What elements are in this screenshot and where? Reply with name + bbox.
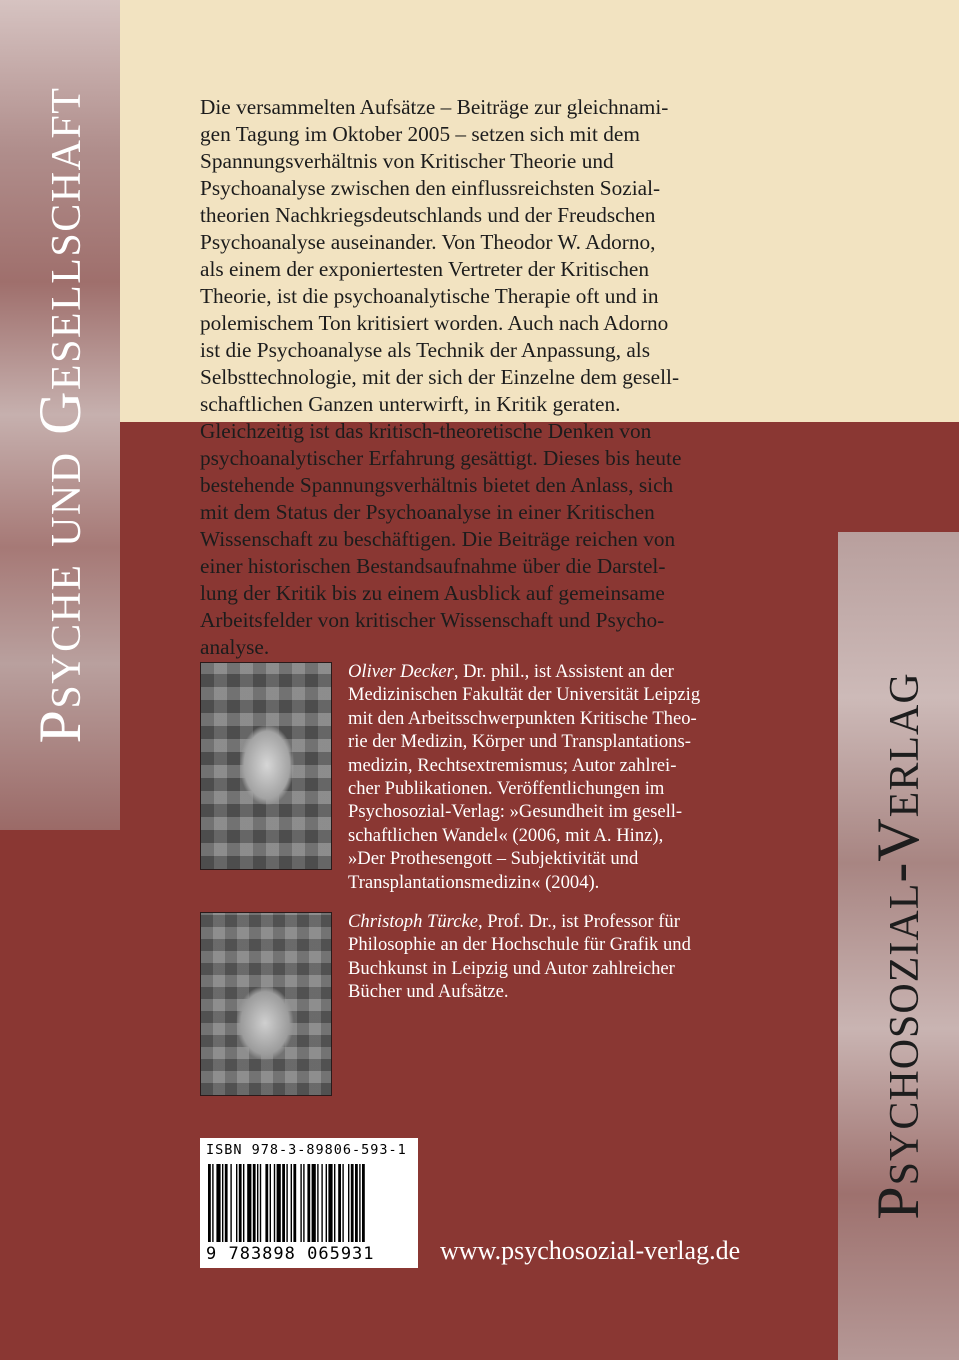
blurb-line: schaftlichen Ganzen unterwirft, in Kritik geraten.	[200, 392, 621, 416]
bio-line-rest: , Prof. Dr., ist Professor für	[477, 911, 680, 932]
blurb-line: Psychoanalyse auseinander. Von Theodor W. Adorno,	[200, 230, 656, 254]
blurb-line: theorien Nachkriegsdeutschlands und der Freudschen	[200, 203, 656, 227]
blurb-line: bestehende Spannungsverhältnis bietet den Anlass, sich	[200, 473, 674, 497]
blurb-line: Gleichzeitig ist das kritisch-theoretische Denken von	[200, 419, 652, 443]
author-photo	[200, 912, 332, 1096]
bio-line: Buchkunst in Leipzig und Autor zahlreicher	[348, 957, 675, 979]
bio-line: »Der Prothesengott – Subjektivität und	[348, 848, 639, 870]
blurb-line: Arbeitsfelder von kritischer Wissenschaft und Psycho-	[200, 608, 665, 632]
publisher-website: www.psychosozial-verlag.de	[440, 1236, 741, 1265]
bio-line: medizin, Rechtsextremismus; Autor zahlrei-	[348, 754, 677, 776]
barcode-icon	[206, 1164, 412, 1244]
author-bio	[348, 910, 691, 1004]
blurb-line: Die versammelten Aufsätze – Beiträge zur gleichnami-	[200, 95, 669, 119]
bio-line: cher Publikationen. Veröffentlichungen im	[348, 778, 665, 800]
blurb-line: Wissenschaft zu beschäftigen. Die Beiträge reichen von	[200, 527, 676, 551]
publisher-strip	[838, 532, 959, 1360]
bio-line: Bücher und Aufsätze.	[348, 981, 509, 1003]
author-photo	[200, 662, 332, 870]
blurb-line: Theorie, ist die psychoanalytische Therapie oft und in	[200, 284, 659, 308]
bio-line: mit den Arbeitsschwerpunkten Kritische Theo-	[348, 707, 697, 729]
blurb-line: mit dem Status der Psychoanalyse in einer Kritischen	[200, 500, 655, 524]
author-bio	[348, 660, 700, 894]
blurb-text	[200, 94, 760, 661]
blurb-line: gen Tagung im Oktober 2005 – setzen sich mit dem	[200, 122, 640, 146]
series-strip	[0, 0, 120, 830]
blurb-line: analyse.	[200, 635, 270, 659]
bio-line-first	[348, 660, 700, 683]
bio-line-rest: , Dr. phil., ist Assistent an der	[453, 661, 674, 682]
isbn-label: ISBN 978-3-89806-593-1	[206, 1142, 407, 1158]
blurb-line: Psychoanalyse zwischen den einflussreichsten Sozial-	[200, 176, 661, 200]
series-title: Psyche und Gesellschaft	[26, 86, 93, 744]
publisher-name: Psychosozial-Verlag	[864, 672, 931, 1220]
blurb-line: Selbsttechnologie, mit der sich der Einzelne dem gesell-	[200, 365, 680, 389]
blurb-line: Spannungsverhältnis von Kritischer Theorie und	[200, 149, 614, 173]
blurb-line: polemischem Ton kritisiert worden. Auch nach Adorno	[200, 311, 669, 335]
bio-line: schaftlichen Wandel« (2006, mit A. Hinz),	[348, 824, 664, 846]
bio-line: Transplantationsmedizin« (2004).	[348, 871, 600, 893]
bio-line: rie der Medizin, Körper und Transplantations-	[348, 731, 691, 753]
isbn-barcode	[200, 1138, 418, 1268]
bio-line: Philosophie an der Hochschule für Grafik und	[348, 934, 691, 956]
author-name: Oliver Decker	[348, 661, 454, 682]
blurb-line: lung der Kritik bis zu einem Ausblick auf gemeinsame	[200, 581, 665, 605]
blurb-line: als einem der exponiertesten Vertreter der Kritischen	[200, 257, 650, 281]
blurb-line: ist die Psychoanalyse als Technik der Anpassung, als	[200, 338, 651, 362]
barcode-digits: 9 783898 065931	[206, 1244, 375, 1264]
author-name: Christoph Türcke	[348, 911, 478, 932]
bio-line-first	[348, 910, 691, 933]
blurb-line: einer historischen Bestandsaufnahme über die Darstel-	[200, 554, 666, 578]
bio-line: Psychosozial-Verlag: »Gesundheit im gesell-	[348, 801, 683, 823]
bio-line: Medizinischen Fakultät der Universität Leipzig	[348, 684, 701, 706]
blurb-line: psychoanalytischer Erfahrung gesättigt. Dieses bis heute	[200, 446, 682, 470]
